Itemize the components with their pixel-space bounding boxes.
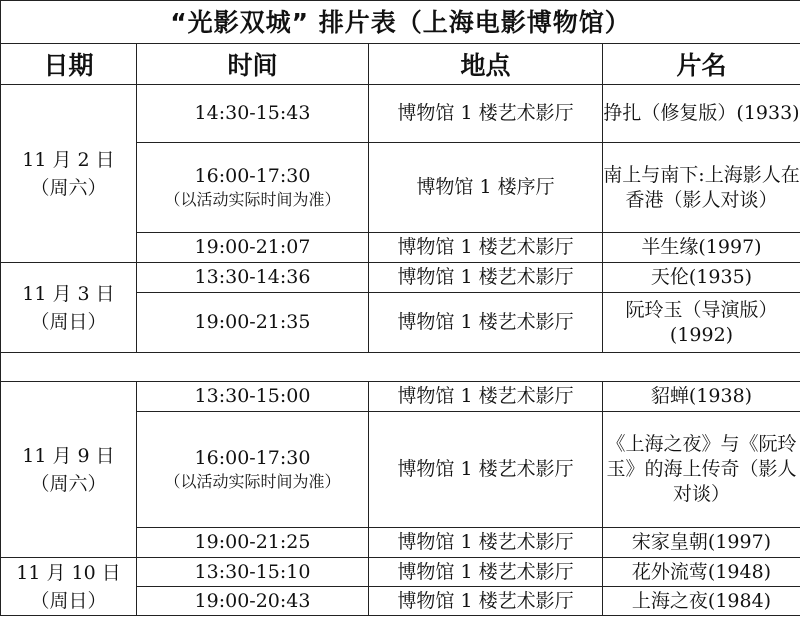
time-note: （以活动实际时间为准）	[164, 472, 341, 491]
venue-cell: 博物馆 1 楼艺术影厅	[369, 412, 603, 528]
time-cell: 13:30-15:10	[137, 558, 369, 587]
film-cell: 南上与南下:上海影人在香港（影人对谈）	[603, 143, 800, 233]
weekday-label: （周日）	[30, 310, 107, 333]
date-cell	[1, 558, 137, 616]
header-time: 时间	[137, 44, 369, 85]
separator-cell	[1, 353, 800, 382]
venue-cell: 博物馆 1 楼艺术影厅	[369, 263, 603, 293]
time-cell	[137, 412, 369, 528]
time-text: 16:00-17:30	[194, 447, 311, 469]
film-cell: 貂蝉(1938)	[603, 382, 800, 412]
date-cell	[1, 85, 137, 263]
date-label: 11 月 3 日	[22, 282, 115, 305]
venue-cell: 博物馆 1 楼艺术影厅	[369, 587, 603, 616]
time-cell: 14:30-15:43	[137, 85, 369, 143]
time-note: （以活动实际时间为准）	[164, 190, 341, 209]
time-text: 16:00-17:30	[194, 165, 311, 187]
film-cell: 宋家皇朝(1997)	[603, 528, 800, 558]
date-label: 11 月 9 日	[22, 444, 115, 467]
date-label: 11 月 10 日	[16, 561, 121, 584]
table-row	[1, 558, 800, 587]
venue-cell: 博物馆 1 楼艺术影厅	[369, 233, 603, 263]
time-cell: 13:30-14:36	[137, 263, 369, 293]
film-cell: 挣扎（修复版）(1933)	[603, 85, 800, 143]
weekday-label: （周六）	[30, 472, 107, 495]
table-row	[1, 263, 800, 293]
table-row	[1, 382, 800, 412]
header-date: 日期	[1, 44, 137, 85]
header-venue: 地点	[369, 44, 603, 85]
film-cell: 花外流莺(1948)	[603, 558, 800, 587]
separator-row	[1, 353, 800, 382]
date-cell	[1, 382, 137, 558]
time-cell: 19:00-21:25	[137, 528, 369, 558]
time-cell: 19:00-21:07	[137, 233, 369, 263]
weekday-label: （周六）	[30, 176, 107, 199]
venue-cell: 博物馆 1 楼艺术影厅	[369, 85, 603, 143]
venue-cell: 博物馆 1 楼艺术影厅	[369, 558, 603, 587]
venue-cell: 博物馆 1 楼艺术影厅	[369, 528, 603, 558]
film-cell: 天伦(1935)	[603, 263, 800, 293]
film-cell: 半生缘(1997)	[603, 233, 800, 263]
venue-cell: 博物馆 1 楼序厅	[369, 143, 603, 233]
time-cell: 19:00-21:35	[137, 293, 369, 353]
header-film: 片名	[603, 44, 800, 85]
time-cell	[137, 143, 369, 233]
date-label: 11 月 2 日	[22, 148, 115, 171]
venue-cell: 博物馆 1 楼艺术影厅	[369, 293, 603, 353]
table-row	[1, 85, 800, 143]
weekday-label: （周日）	[30, 589, 107, 612]
film-cell: 阮玲玉（导演版）(1992)	[603, 293, 800, 353]
venue-cell: 博物馆 1 楼艺术影厅	[369, 382, 603, 412]
time-cell: 13:30-15:00	[137, 382, 369, 412]
date-cell	[1, 263, 137, 353]
time-cell: 19:00-20:43	[137, 587, 369, 616]
film-cell: 《上海之夜》与《阮玲玉》的海上传奇（影人对谈）	[603, 412, 800, 528]
film-cell: 上海之夜(1984)	[603, 587, 800, 616]
table-title: “光影双城” 排片表（上海电影博物馆）	[1, 1, 800, 44]
